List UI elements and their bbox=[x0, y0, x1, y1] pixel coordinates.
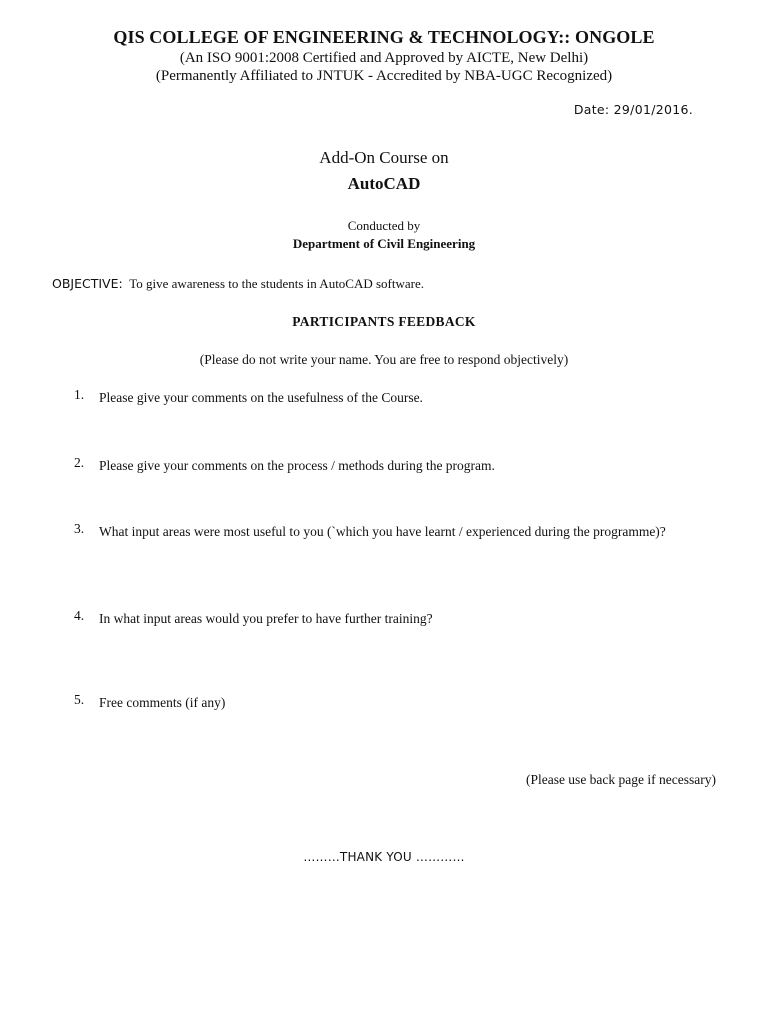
certification-subtitle: (An ISO 9001:2008 Certified and Approved by AICTE, New Delhi) bbox=[179, 50, 589, 66]
question-text: What input areas were most useful to you (`which you have learnt / experienced during the programme)? bbox=[99, 524, 666, 539]
question-item bbox=[74, 692, 716, 714]
question-text: Please give your comments on the process / methods during the program. bbox=[99, 458, 495, 473]
document-date: Date: 29/01/2016. bbox=[573, 102, 693, 117]
question-number: 1. bbox=[74, 387, 85, 402]
question-number: 4. bbox=[74, 608, 85, 623]
feedback-heading: PARTICIPANTS FEEDBACK bbox=[292, 314, 476, 329]
question-item bbox=[74, 387, 716, 409]
course-heading: Add-On Course on bbox=[319, 148, 449, 167]
feedback-instruction: (Please do not write your name. You are free to respond objectively) bbox=[199, 352, 569, 367]
back-page-note: (Please use back page if necessary) bbox=[525, 772, 716, 787]
conducted-by-label: Conducted by bbox=[347, 218, 421, 233]
question-item bbox=[74, 521, 716, 543]
question-text: In what input areas would you prefer to have further training? bbox=[99, 611, 433, 626]
department-name: Department of Civil Engineering bbox=[292, 236, 476, 251]
question-number: 2. bbox=[74, 455, 85, 470]
affiliation-subtitle: (Permanently Affiliated to JNTUK - Accredited by NBA-UGC Recognized) bbox=[155, 68, 613, 84]
college-name-title: QIS COLLEGE OF ENGINEERING & TECHNOLOGY:: ONGOLE bbox=[113, 27, 655, 47]
question-text: Free comments (if any) bbox=[99, 695, 226, 710]
question-number: 3. bbox=[74, 521, 85, 536]
question-number: 5. bbox=[74, 692, 85, 707]
question-item bbox=[74, 608, 716, 630]
objective-line bbox=[52, 276, 424, 292]
objective-label: OBJECTIVE: bbox=[52, 276, 123, 291]
question-item bbox=[74, 455, 716, 477]
course-name: AutoCAD bbox=[347, 174, 421, 193]
thank-you-closing: ………THANK YOU ………… bbox=[303, 850, 465, 864]
objective-text: To give awareness to the students in AutoCAD software. bbox=[129, 276, 425, 291]
question-text: Please give your comments on the usefulness of the Course. bbox=[99, 390, 423, 405]
